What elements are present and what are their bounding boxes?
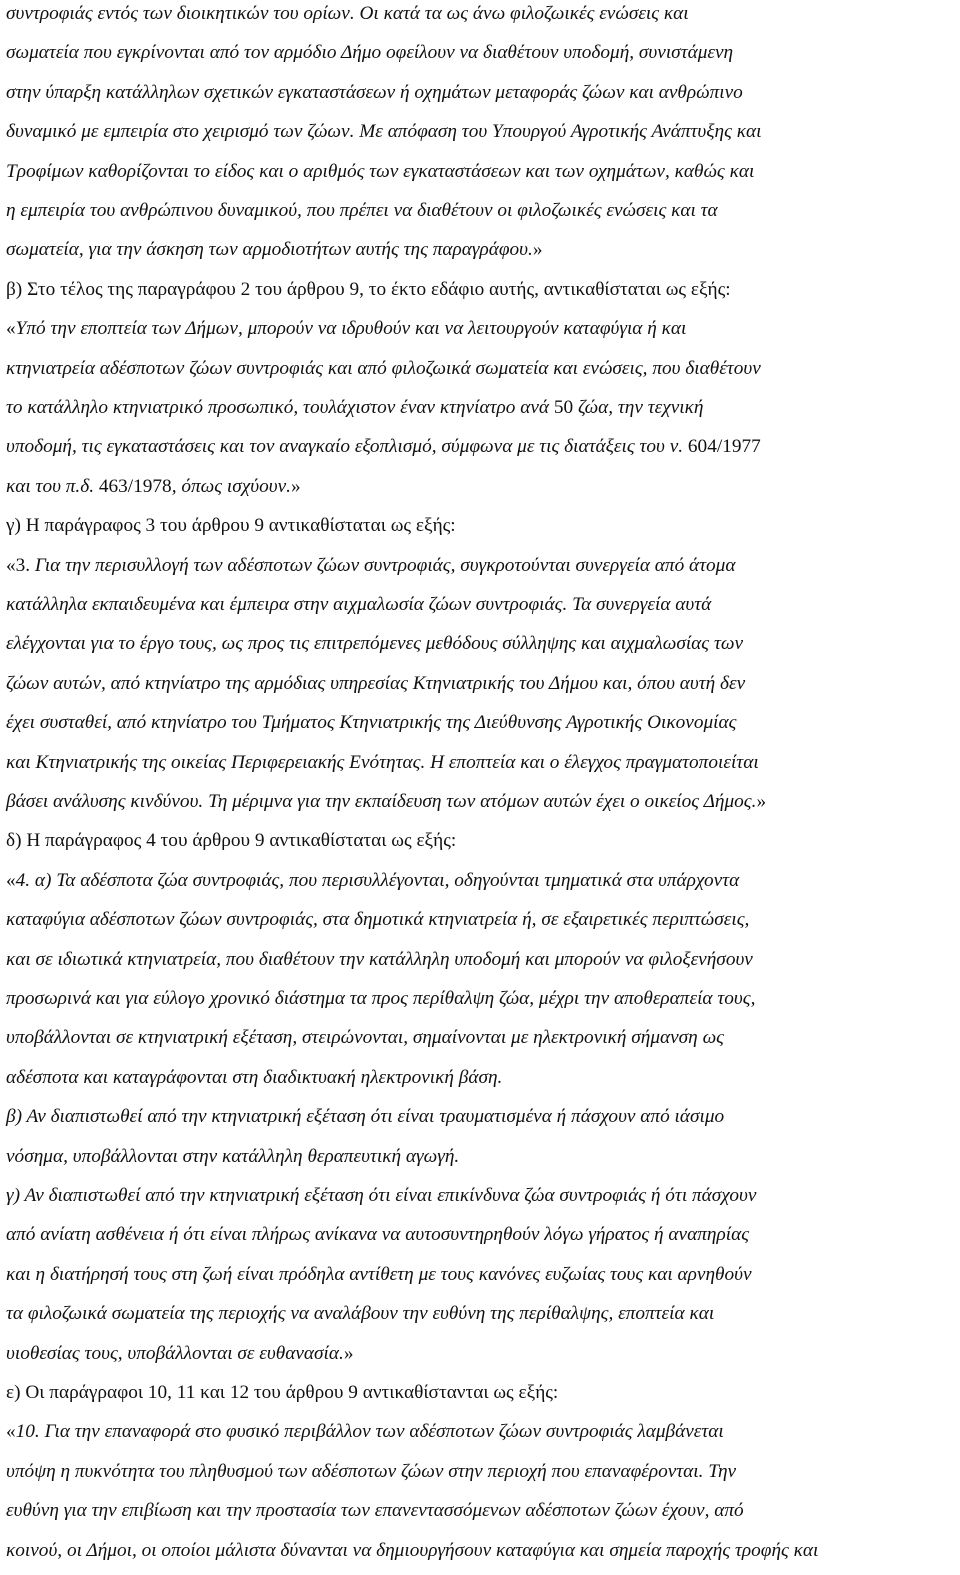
text-line bbox=[6, 198, 718, 224]
text-run: κτηνιατρεία αδέσποτων ζώων συντροφιάς και από φιλοζωικά σωματεία και ενώσεις, που διαθέτουν bbox=[6, 357, 761, 379]
text-run: τα φιλοζωικά σωματεία της περιοχής να αναλάβουν την ευθύνη της περίθαλψης, εποπτεία και bbox=[6, 1303, 715, 1325]
text-run: καταφύγια αδέσποτων ζώων συντροφιάς, στα δημοτικά κτηνιατρεία ή, σε εξαιρετικές περιπτώσεις, bbox=[6, 909, 750, 931]
text-line bbox=[6, 828, 456, 854]
text-run: 50 bbox=[553, 397, 574, 418]
text-line bbox=[6, 119, 761, 145]
text-run: και σε ιδιωτικά κτηνιατρεία, που διαθέτουν την κατάλληλη υποδομή και μπορούν να φιλοξενήσουν bbox=[6, 948, 753, 970]
text-run: υποδομή, τις εγκαταστάσεις και τον αναγκαίο εξοπλισμό, σύμφωνα με τις διατάξεις του ν. bbox=[6, 436, 688, 458]
text-run: ζώων αυτών, από κτηνίατρο της αρμόδιας υπηρεσίας Κτηνιατρικής του Δήμου και, όπου αυτή δεν bbox=[6, 672, 746, 694]
text-run: «3. bbox=[6, 554, 35, 576]
text-line bbox=[6, 1341, 353, 1367]
text-run: 10. Για την επαναφορά στο φυσικό περιβάλλον των αδέσποτων ζώων συντροφιάς λαμβάνεται bbox=[15, 1421, 724, 1443]
text-line bbox=[6, 1104, 724, 1130]
text-line bbox=[6, 1262, 752, 1288]
text-run: ευθύνη για την επιβίωση και την προστασία των επανεντασσόμενων αδέσποτων ζώων έχουν, από bbox=[6, 1500, 744, 1522]
text-line bbox=[6, 592, 711, 618]
text-run: στην ύπαρξη κατάλληλων σχετικών εγκαταστάσεων ή οχημάτων μεταφοράς ζώων και ανθρώπινο bbox=[6, 81, 743, 103]
text-line bbox=[6, 395, 703, 421]
text-run: » bbox=[756, 791, 767, 812]
text-line bbox=[6, 710, 736, 736]
text-run: Για την περισυλλογή των αδέσποτων ζώων συντροφιάς, συγκροτούνται συνεργεία από άτομα bbox=[34, 554, 736, 576]
text-line bbox=[6, 1498, 744, 1524]
text-line bbox=[6, 553, 736, 579]
text-line bbox=[6, 1144, 459, 1170]
text-run: β) Αν διαπιστωθεί από την κτηνιατρική εξέταση ότι είναι τραυματισμένα ή πάσχουν από ιάσιμο bbox=[6, 1106, 725, 1128]
text-line bbox=[6, 631, 743, 657]
text-line bbox=[6, 1183, 756, 1209]
text-line bbox=[6, 986, 755, 1012]
text-line bbox=[6, 789, 766, 815]
text-line bbox=[6, 1419, 724, 1445]
text-line bbox=[6, 1538, 818, 1564]
text-line bbox=[6, 159, 754, 185]
text-run: « bbox=[6, 1421, 16, 1443]
text-line bbox=[6, 1065, 502, 1091]
text-line bbox=[6, 277, 731, 303]
text-run: και Κτηνιατρικής της οικείας Περιφερειακής Ενότητας. Η εποπτεία και ο έλεγχος πραγματοποιείται bbox=[6, 751, 759, 773]
text-run: » bbox=[343, 1342, 354, 1364]
text-run: σωματεία, για την άσκηση των αρμοδιοτήτων αυτής της παραγράφου. bbox=[6, 239, 533, 261]
text-run: κοινού, οι Δήμοι, οι οποίοι μάλιστα δύνανται να δημιουργήσουν καταφύγια και σημεία παροχής τροφής και bbox=[6, 1539, 819, 1561]
text-run: δ) Η παράγραφος 4 του άρθρου 9 αντικαθίσταται ως εξής: bbox=[6, 830, 457, 852]
text-run: και η διατήρησή τους στη ζωή είναι πρόδηλα αντίθετη με τους κανόνες ευζωίας τους και αρνηθούν bbox=[6, 1263, 752, 1285]
text-run: » bbox=[290, 475, 301, 497]
text-run: Τροφίμων καθορίζονται το είδος και ο αριθμός των εγκαταστάσεων και των οχημάτων, καθώς και bbox=[6, 160, 755, 182]
text-run: δυναμικό με εμπειρία στο χειρισμό των ζώων. Με απόφαση του Υπουργού Αγροτικής Ανάπτυξης και bbox=[6, 121, 762, 143]
text-run: η εμπειρία του ανθρώπινου δυναμικού, που πρέπει να διαθέτουν οι φιλοζωικές ενώσεις και τα bbox=[6, 200, 718, 221]
text-run: κατάλληλα εκπαιδευμένα και έμπειρα στην αιχμαλωσία ζώων συντροφιάς. Τα συνεργεία αυτά bbox=[6, 594, 712, 615]
text-run: το κατάλληλο κτηνιατρικό προσωπικό, τουλάχιστον έναν κτηνίατρο ανά bbox=[6, 397, 554, 418]
text-run: « bbox=[6, 318, 16, 340]
text-line bbox=[6, 80, 743, 106]
text-line bbox=[6, 474, 301, 500]
text-run: β) Στο τέλος της παραγράφου 2 του άρθρου 9, το έκτο εδάφιο αυτής, αντικαθίσταται ως εξής: bbox=[6, 278, 731, 300]
text-run: αδέσποτα και καταγράφονται στη διαδικτυακή ηλεκτρονική βάση. bbox=[6, 1066, 503, 1088]
text-run: 463/1978 bbox=[98, 475, 172, 497]
text-run: γ) Αν διαπιστωθεί από την κτηνιατρική εξέταση ότι είναι επικίνδυνα ζώα συντροφιάς ή ότι πάσχουν bbox=[6, 1185, 757, 1206]
text-line bbox=[6, 356, 761, 382]
text-run: ελέγχονται για το έργο τους, ως προς τις επιτρεπόμενες μεθόδους σύλληψης και αιχμαλωσίας των bbox=[6, 633, 744, 655]
text-run: υποβάλλονται σε κτηνιατρική εξέταση, στειρώνονται, σημαίνονται με ηλεκτρονική σήμανση ως bbox=[6, 1027, 725, 1049]
text-line bbox=[6, 237, 542, 263]
text-line bbox=[6, 947, 753, 973]
text-line bbox=[6, 1, 689, 27]
text-run: ζώα, την τεχνική bbox=[573, 397, 704, 418]
text-run: σωματεία που εγκρίνονται από τον αρμόδιο Δήμο οφείλουν να διαθέτουν υποδομή, συνιστάμενη bbox=[6, 42, 734, 64]
text-run: έχει συσταθεί, από κτηνίατρο του Τμήματος Κτηνιατρικής της Διεύθυνσης Αγροτικής Οικονομίας bbox=[6, 712, 737, 734]
text-run: και του π.δ. bbox=[6, 475, 99, 497]
text-run: προσωρινά και για εύλογο χρονικό διάστημα τα προς περίθαλψη ζώα, μέχρι την αποθεραπεία τους, bbox=[6, 988, 756, 1009]
text-run: Υπό την εποπτεία των Δήμων, μπορούν να ιδρυθούν και να λειτουργούν καταφύγια ή και bbox=[15, 318, 687, 340]
text-line bbox=[6, 40, 733, 66]
text-run: υιοθεσίας τους, υποβάλλονται σε ευθανασία. bbox=[6, 1342, 344, 1364]
text-line bbox=[6, 868, 739, 894]
text-line bbox=[6, 750, 759, 776]
text-line bbox=[6, 1025, 724, 1051]
text-line bbox=[6, 513, 456, 539]
text-line bbox=[6, 1459, 736, 1485]
text-run: , όπως ισχύουν. bbox=[171, 475, 291, 497]
text-line bbox=[6, 434, 761, 460]
text-run: ε) Οι παράγραφοι 10, 11 και 12 του άρθρου 9 αντικαθίστανται ως εξής: bbox=[6, 1382, 559, 1403]
text-line bbox=[6, 1222, 749, 1248]
text-run: βάσει ανάλυσης κινδύνου. Τη μέριμνα για την εκπαίδευση των ατόμων αυτών έχει ο οικείος Δήμος. bbox=[6, 791, 757, 812]
text-line bbox=[6, 1380, 558, 1406]
text-line bbox=[6, 1301, 714, 1327]
text-run: 4. α) Τα αδέσποτα ζώα συντροφιάς, που περισυλλέγονται, οδηγούνται τμηματικά στα υπάρχοντα bbox=[15, 869, 740, 891]
text-run: νόσημα, υποβάλλονται στην κατάλληλη θεραπευτική αγωγή. bbox=[6, 1145, 460, 1167]
text-run: 604/1977 bbox=[687, 436, 761, 458]
text-run: γ) Η παράγραφος 3 του άρθρου 9 αντικαθίσταται ως εξής: bbox=[6, 515, 456, 537]
text-line bbox=[6, 907, 749, 933]
text-line bbox=[6, 316, 686, 342]
text-line bbox=[6, 671, 745, 697]
text-run: συντροφιάς εντός των διοικητικών του ορίων. Οι κατά τα ως άνω φιλοζωικές ενώσεις και bbox=[6, 3, 689, 24]
text-run: από ανίατη ασθένεια ή ότι είναι πλήρως ανίκανα να αυτοσυντηρηθούν λόγω γήρατος ή αναπηρίας bbox=[6, 1224, 750, 1246]
text-run: » bbox=[532, 239, 543, 261]
text-run: « bbox=[6, 869, 16, 891]
text-run: υπόψη η πυκνότητα του πληθυσμού των αδέσποτων ζώων στην περιοχή που επαναφέρονται. Την bbox=[6, 1460, 737, 1482]
